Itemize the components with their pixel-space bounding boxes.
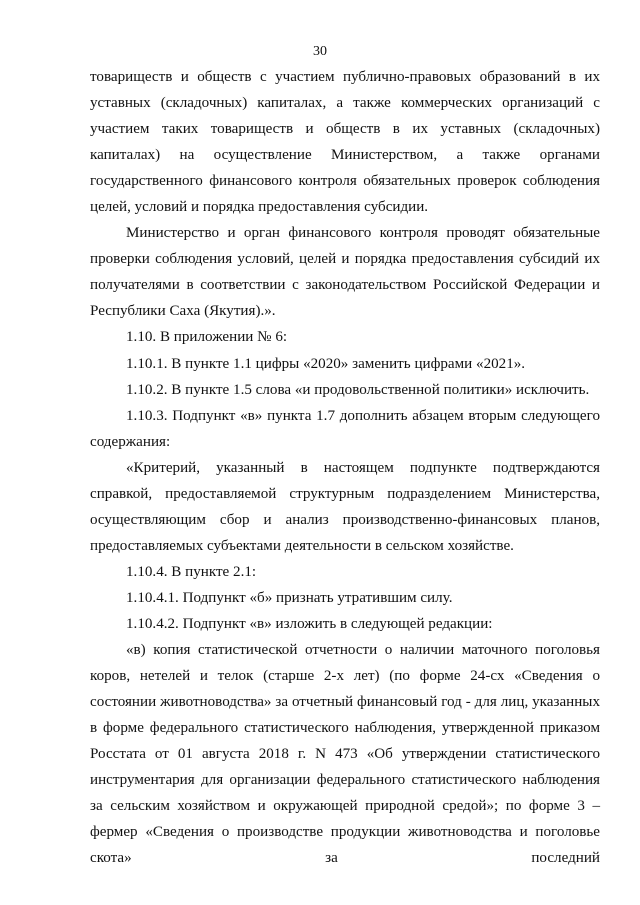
paragraph-1-10-4-1: 1.10.4.1. Подпункт «б» признать утратившим силу. xyxy=(126,589,453,606)
paragraph-1-10-4-2: 1.10.4.2. Подпункт «в» изложить в следующей редакции: xyxy=(126,615,493,632)
paragraph-1-10-3: 1.10.3. Подпункт «в» пункта 1.7 дополнить абзацем вторым следующего содержания: xyxy=(90,407,600,450)
paragraph-1-10-4: 1.10.4. В пункте 2.1: xyxy=(126,563,257,580)
paragraph-1-10-1: 1.10.1. В пункте 1.1 цифры «2020» заменить цифрами «2021». xyxy=(126,355,526,372)
paragraph-1-10: 1.10. В приложении № 6: xyxy=(126,329,288,346)
document-body xyxy=(90,64,600,871)
paragraph-subpoint-v: «в) копия статистической отчетности о наличии маточного поголовья коров, нетелей и телок (старше 2-х лет) (по форме 24-сх «Сведения о состоянии животноводства» за отчетный финансовый год - для лиц, указанных в форме федерального статистического наблюдения, утвержденной приказом Росстата от 01 августа 2018 г. N 473 «Об утверждении статистического инструментария для организации федерального статистического наблюдения за сельским хозяйством и окружающей природной средой»; по форме 3 – фермер «Сведения о производстве продукции животноводства и поголовье скота» за последний xyxy=(90,642,600,867)
paragraph-1-10-2: 1.10.2. В пункте 1.5 слова «и продовольственной политики» исключить. xyxy=(126,381,590,398)
paragraph-criterion-quote: «Критерий, указанный в настоящем подпункте подтверждаются справкой, предоставляемой структурным подразделением Министерства, осуществляющим сбор и анализ производственно-финансовых планов, предоставляемых субъектами деятельности в сельском хозяйстве. xyxy=(90,459,600,554)
paragraph-continuation: товариществ и обществ с участием публично-правовых образований в их уставных (складочных) капиталах, а также коммерческих организаций с участием таких товариществ и обществ в их уставных (складочных) капиталах) на осуществление Министерством, а также органами государственного финансового контроля обязательных проверок соблюдения целей, условий и порядка предоставления субсидии. xyxy=(90,69,600,216)
paragraph-ministry-control: Министерство и орган финансового контроля проводят обязательные проверки соблюдения условий, целей и порядка предоставления субсидий их получателями в соответствии с законодательством Российской Федерации и Республики Саха (Якутия).». xyxy=(90,225,600,320)
page-number: 30 xyxy=(313,44,327,59)
